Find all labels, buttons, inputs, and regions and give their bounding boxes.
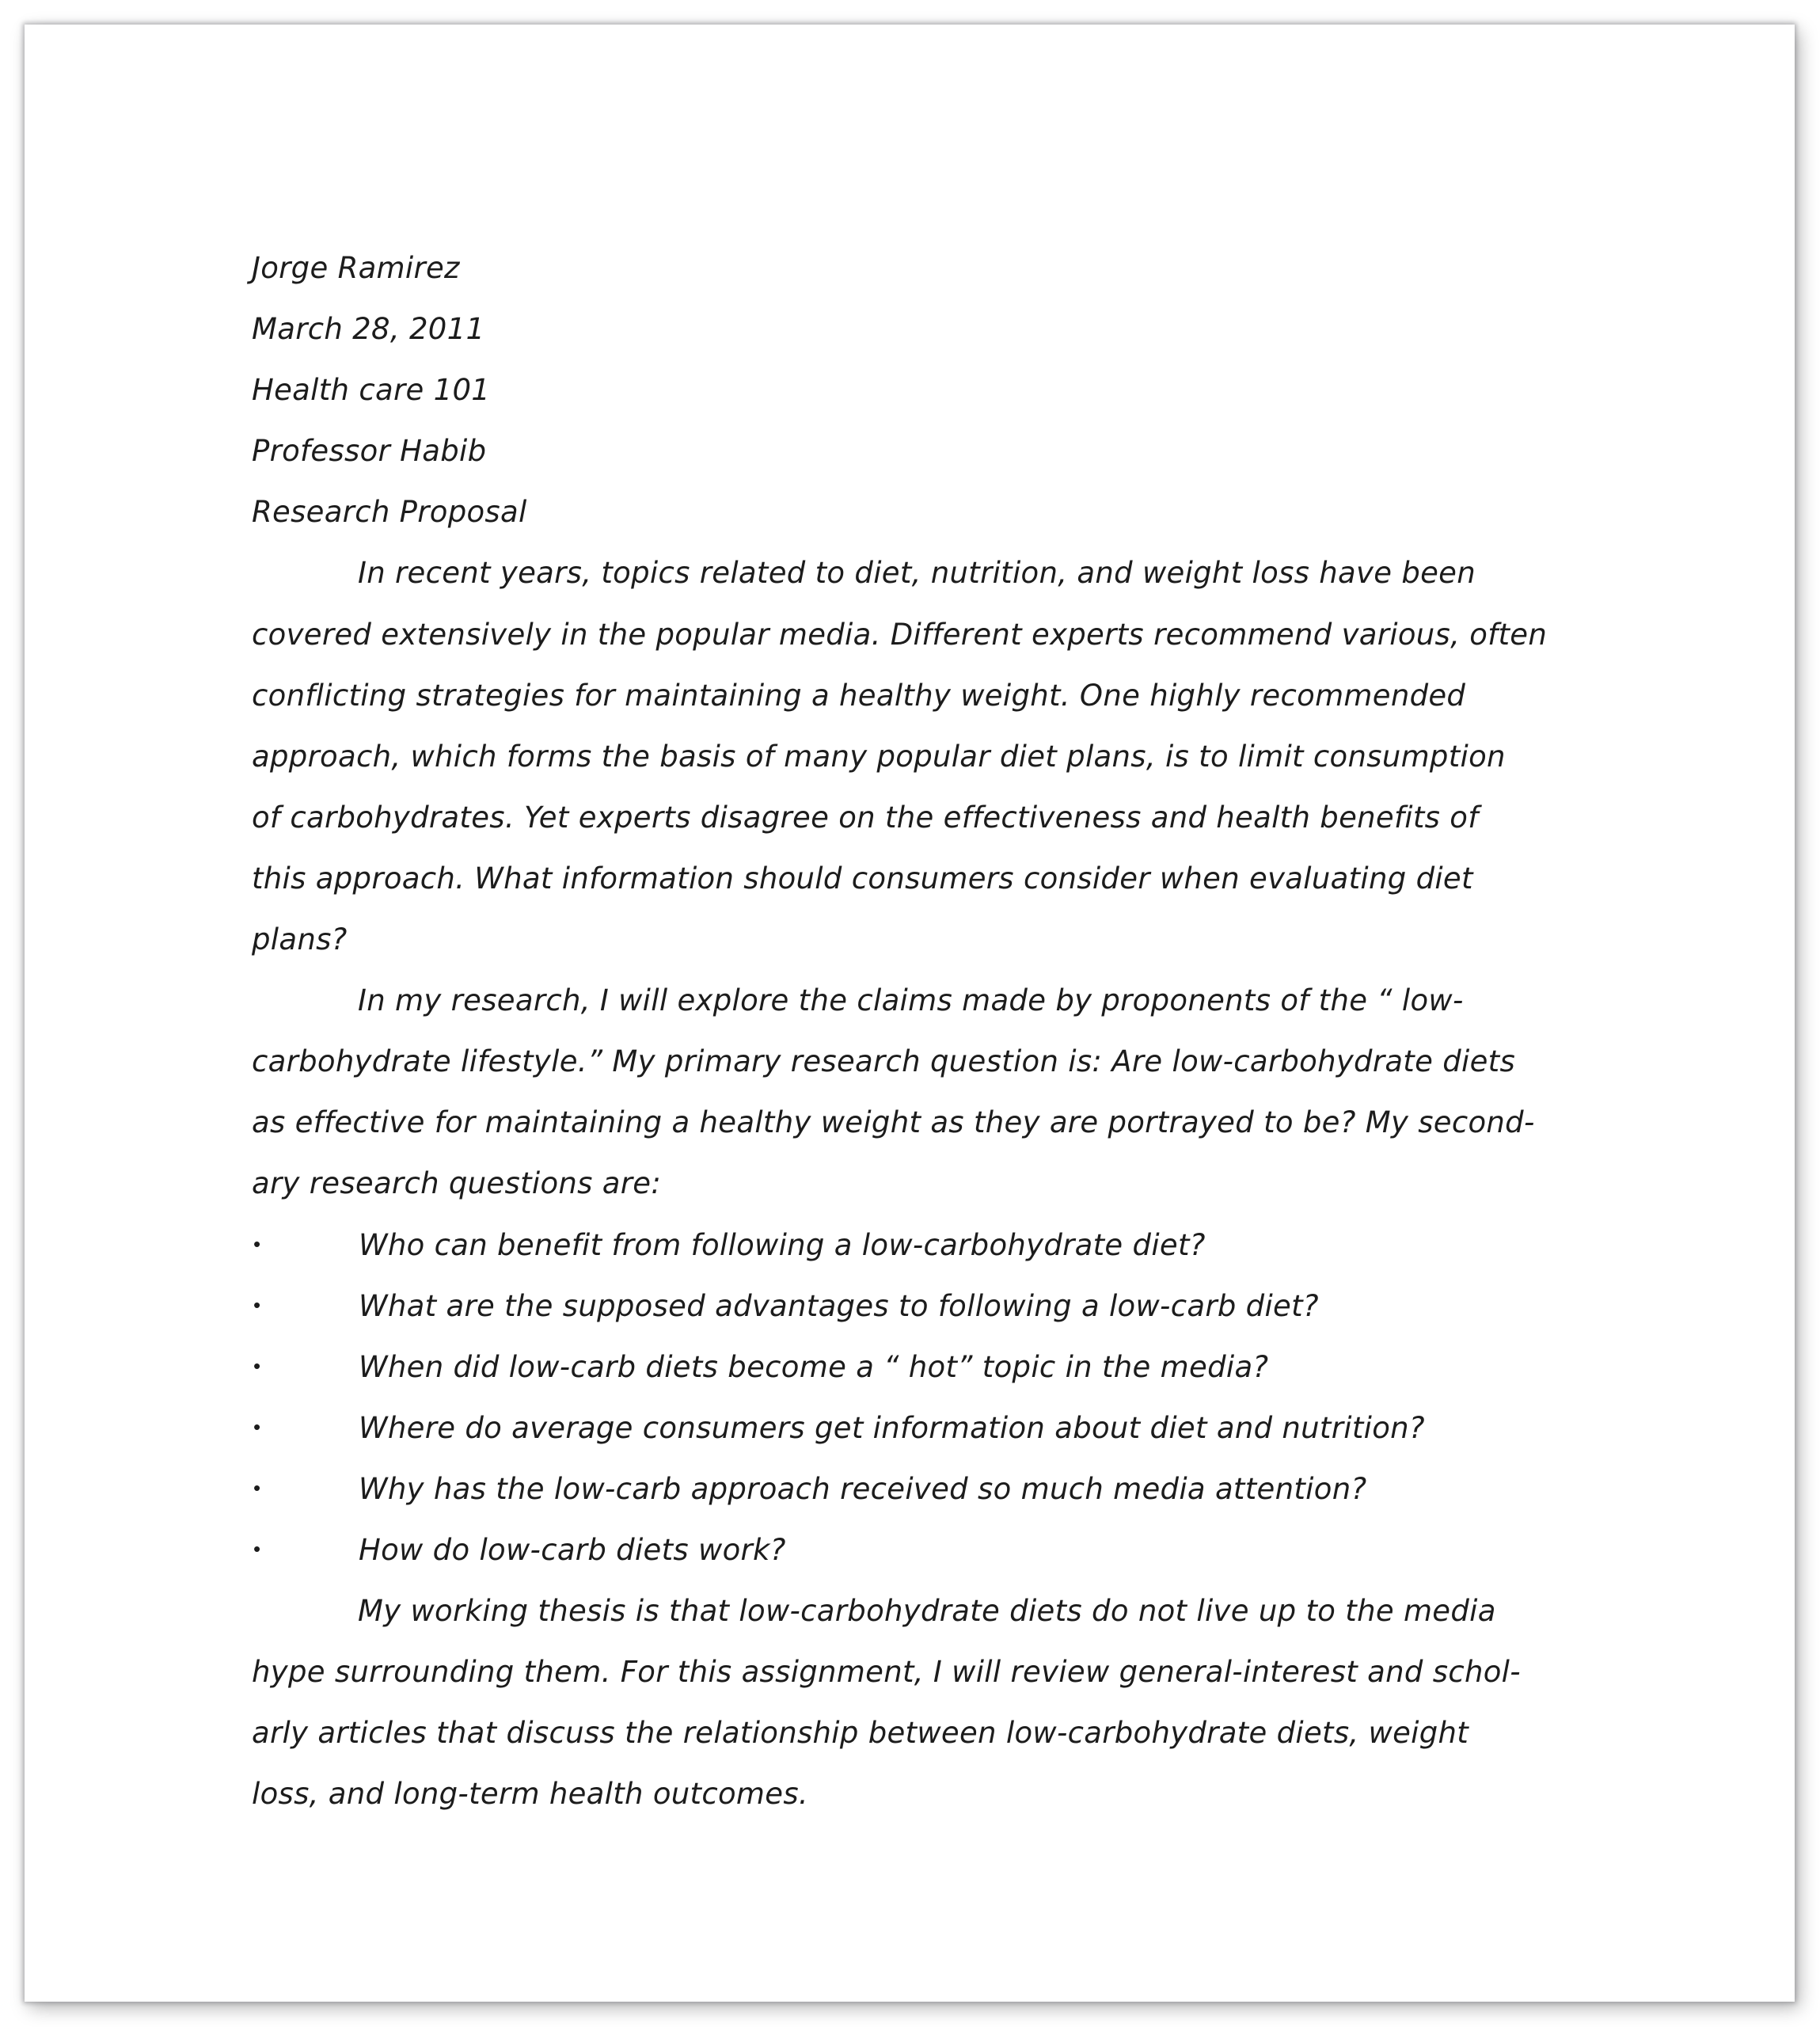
paragraph-line: In my research, I will explore the claims made by proponents of the “ low- <box>358 983 1464 1018</box>
list-item <box>252 1215 1629 1276</box>
paragraph-line: conflicting strategies for maintaining a healthy weight. One highly recommended <box>252 678 1466 713</box>
paragraph-line: arly articles that discuss the relationship between low-carbohydrate diets, weight <box>252 1716 1469 1751</box>
list-item-text: What are the supposed advantages to following a low-carb diet? <box>359 1288 1319 1323</box>
secondary-questions-list <box>252 1215 1629 1581</box>
paragraph-line: ary research questions are: <box>252 1166 662 1201</box>
paragraph-line: My working thesis is that low-carbohydrate diets do not live up to the media <box>358 1594 1496 1629</box>
paragraph-line: In recent years, topics related to diet, nutrition, and weight loss have been <box>358 556 1476 591</box>
bullet-icon: • <box>253 1293 261 1318</box>
list-item-text: Why has the low-carb approach received so much media attention? <box>359 1471 1367 1506</box>
document-page <box>25 25 1795 2002</box>
bullet-icon: • <box>253 1354 261 1379</box>
list-item <box>252 1337 1629 1398</box>
paragraph-research-questions <box>252 970 1629 1214</box>
list-item <box>252 1398 1629 1458</box>
paragraph-line: plans? <box>252 922 348 957</box>
list-item <box>252 1276 1629 1337</box>
list-item-text: When did low-carb diets become a “ hot” topic in the media? <box>359 1349 1269 1384</box>
course-name: Health care 101 <box>252 373 491 408</box>
research-proposal <box>252 238 1629 1824</box>
paragraph-line: loss, and long-term health outcomes. <box>252 1777 808 1812</box>
paragraph-introduction <box>252 542 1629 970</box>
paragraph-working-thesis <box>252 1580 1629 1824</box>
list-item-text: Where do average consumers get information about diet and nutrition? <box>359 1410 1425 1445</box>
paragraph-line: carbohydrate lifestyle.” My primary research question is: Are low-carbohydrate diets <box>252 1044 1516 1079</box>
paragraph-line: hype surrounding them. For this assignment, I will review general-interest and schol- <box>252 1655 1521 1690</box>
document-title: Research Proposal <box>252 495 527 530</box>
paragraph-line: this approach. What information should consumers consider when evaluating diet <box>252 861 1473 896</box>
paragraph-line: of carbohydrates. Yet experts disagree on the effectiveness and health benefits of <box>252 800 1479 835</box>
list-item-text: How do low-carb diets work? <box>359 1532 786 1567</box>
bullet-icon: • <box>253 1415 261 1439</box>
bullet-icon: • <box>253 1537 261 1561</box>
instructor-name: Professor Habib <box>252 434 487 469</box>
list-item-text: Who can benefit from following a low-carbohydrate diet? <box>359 1227 1206 1262</box>
paragraph-line: approach, which forms the basis of many popular diet plans, is to limit consumption <box>252 739 1506 774</box>
bullet-icon: • <box>253 1232 261 1257</box>
paragraph-line: as effective for maintaining a healthy weight as they are portrayed to be? My second- <box>252 1105 1535 1140</box>
heading-block <box>252 238 1629 542</box>
bullet-icon: • <box>253 1476 261 1500</box>
list-item <box>252 1519 1629 1580</box>
date: March 28, 2011 <box>252 312 485 347</box>
paragraph-line: covered extensively in the popular media. Different experts recommend various, often <box>252 617 1548 652</box>
author-name: Jorge Ramirez <box>252 251 460 285</box>
list-item <box>252 1458 1629 1519</box>
